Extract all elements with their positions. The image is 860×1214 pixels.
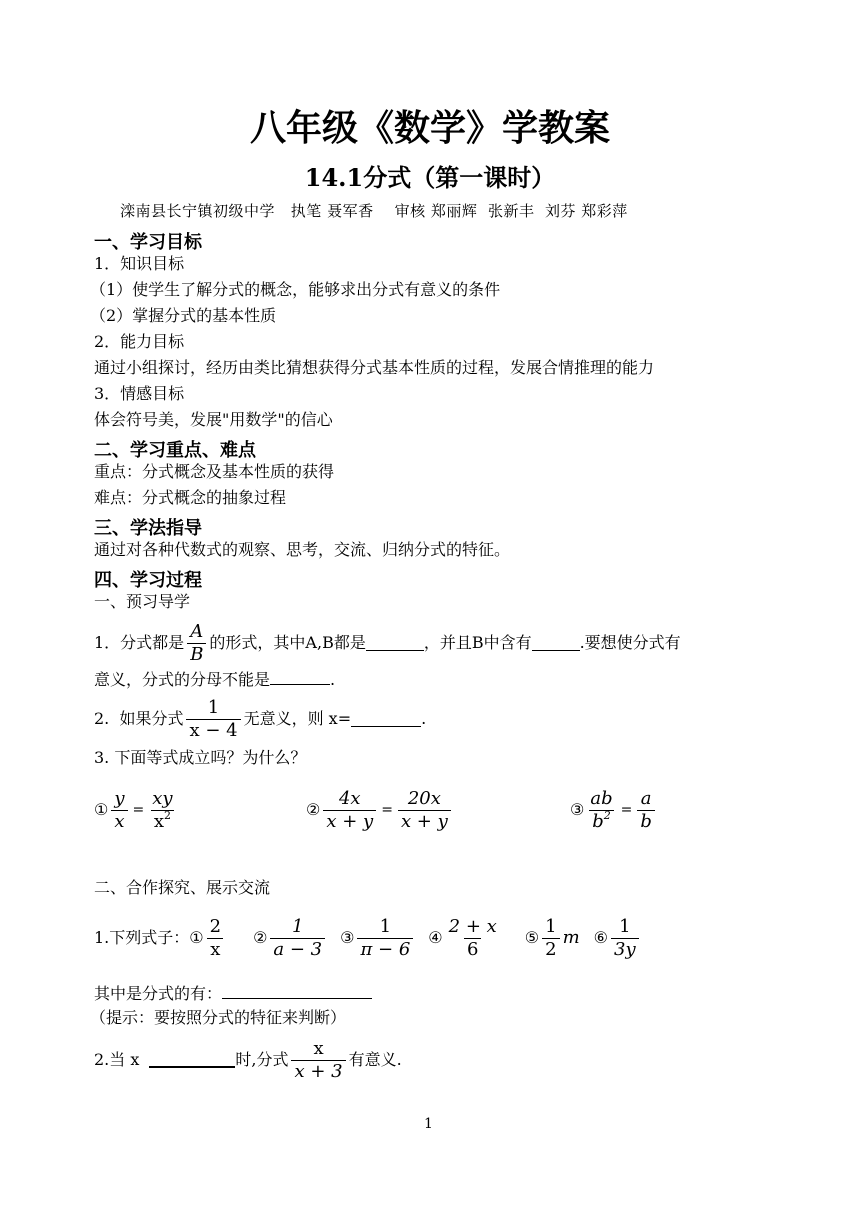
answer-blank[interactable] — [222, 984, 372, 999]
method-text: 通过对各种代数式的观察、思考，交流、归纳分式的特征。 — [94, 540, 511, 559]
page-title: 八年级《数学》学教案 — [249, 107, 610, 149]
explore-question-2: 2.当 x 时,分式 $\frac{x}{x + 3}$ 有意义. — [94, 1037, 402, 1082]
page-number: 1 — [424, 1116, 433, 1132]
section-heading-process: 四、学习过程 — [94, 570, 202, 591]
part-explore-heading: 二、合作探究、展示交流 — [94, 878, 271, 897]
emotion-goal-heading: 3．情感目标 — [94, 384, 185, 403]
blank-4[interactable] — [351, 712, 421, 727]
key-point-text: 重点：分式概念及基本性质的获得 — [94, 462, 335, 481]
knowledge-goal-2: （2）掌握分式的基本性质 — [90, 306, 277, 325]
author-line: 滦南县长宁镇初级中学 执笔 聂军香 审核 郑丽辉 张新丰 刘芬 郑彩萍 — [120, 202, 628, 220]
expression-4: $\frac{2 + x}{6}$ — [448, 915, 497, 960]
difficulty-text: 难点：分式概念的抽象过程 — [94, 488, 287, 507]
emotion-goal-text: 体会符号美，发展"用数学"的信心 — [94, 410, 333, 429]
ability-goal-heading: 2．能力目标 — [94, 332, 185, 351]
question-1-line-1: 1．分式都是 $\frac{A}{B}$ 的形式，其中A,B都是 ，并且B中含有 .要想使分式有 — [94, 620, 681, 665]
blank-2[interactable] — [532, 636, 580, 651]
blank-3[interactable] — [270, 670, 330, 685]
expression-6: $\frac{1}{3y}$ — [611, 917, 639, 960]
section-heading-goals: 一、学习目标 — [94, 232, 202, 253]
equation-3: ③ $\frac{ab}{b^2}$ = $\frac{a}{b}$ — [570, 784, 658, 836]
part-preview-heading: 一、预习导学 — [94, 592, 191, 611]
expression-5: $\frac{1}{2}$ — [542, 917, 559, 960]
ability-goal-text: 通过小组探讨，经历由类比猜想获得分式基本性质的过程，发展合情推理的能力 — [94, 358, 655, 377]
question-3: 3. 下面等式成立吗？为什么？ — [94, 748, 307, 767]
fraction-x-over-x-plus-3: $\frac{x}{x + 3}$ — [291, 1039, 345, 1082]
fraction-answer-line: 其中是分式的有： — [94, 984, 372, 1004]
explore-question-1: 1.下列式子： ① $\frac{2}{x}$ ② $\frac{1}{a - 3}$ ③ $\frac{1}{\pi - 6}$ ④ $\frac{2 + x}{6}$ ⑤ $\frac{1}{2}$ m ⑥ $\frac{1}{3y}$ — [94, 912, 642, 964]
section-heading-key-points: 二、学习重点、难点 — [94, 440, 256, 461]
equation-2: ② $\frac{4x}{x + y}$ = $\frac{20x}{x + y}$ — [306, 784, 454, 836]
expression-2: $\frac{1}{a - 3}$ — [270, 917, 325, 960]
knowledge-goal-1: （1）使学生了解分式的概念，能够求出分式有意义的条件 — [90, 280, 501, 299]
expression-3: $\frac{1}{\pi - 6}$ — [357, 917, 413, 960]
page-subtitle: 14.1分式（第一课时） — [304, 163, 556, 192]
knowledge-goal-heading: 1．知识目标 — [94, 254, 185, 273]
question-2: 2. 如果分式 $\frac{1}{x - 4}$ 无意义，则 x= . — [94, 696, 427, 741]
hint-text: （提示：要按照分式的特征来判断） — [90, 1008, 347, 1027]
equation-1: ① $\frac{y}{x}$ = $\frac{xy}{x^2}$ — [94, 787, 173, 832]
question-1-line-2: 意义，分式的分母不能是 . — [94, 670, 336, 689]
section-heading-method: 三、学法指导 — [94, 518, 202, 539]
fraction-1-over-x-minus-4: $\frac{1}{x - 4}$ — [186, 698, 240, 741]
expression-1: $\frac{2}{x}$ — [207, 917, 224, 960]
blank-1[interactable] — [366, 636, 424, 651]
blank-x-condition[interactable] — [149, 1052, 235, 1068]
fraction-a-over-b: $\frac{A}{B}$ — [187, 622, 206, 665]
